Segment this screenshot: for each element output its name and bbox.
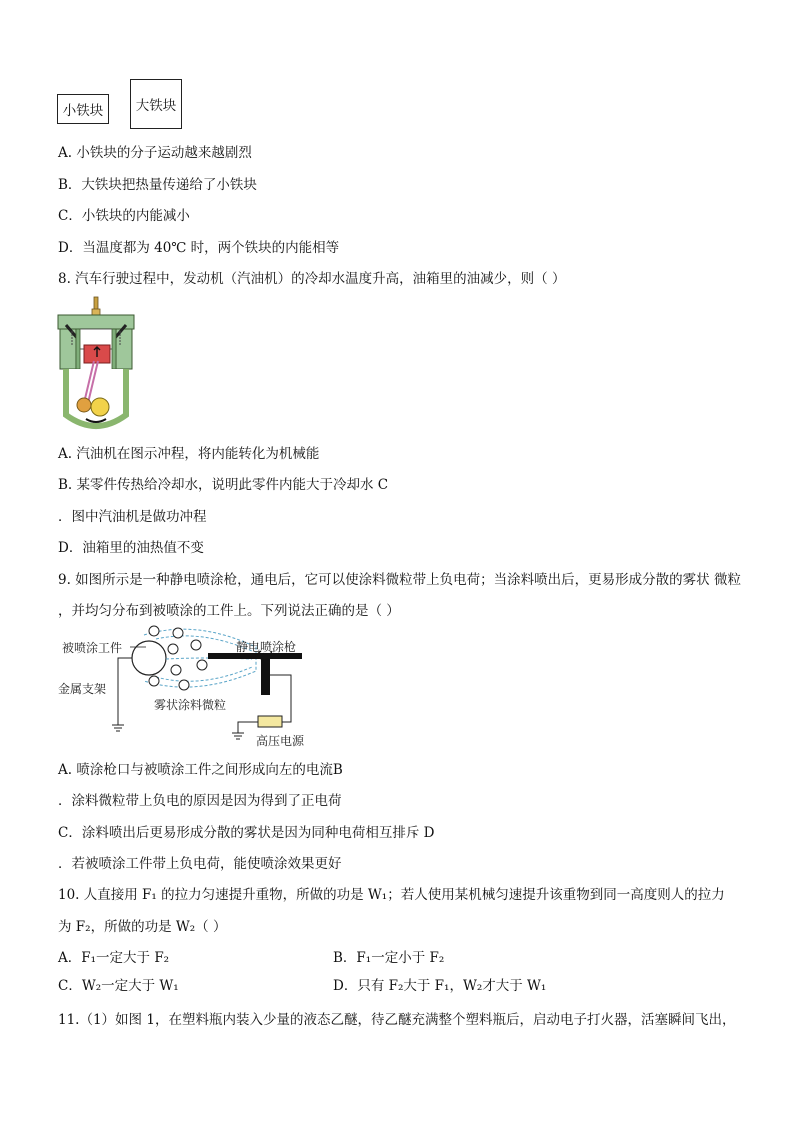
label-spray-gun: 静电喷涂枪 — [236, 640, 297, 654]
label-particles: 雾状涂料微粒 — [154, 698, 227, 712]
q7-option-b: B．大铁块把热量传递给了小铁块 — [58, 177, 257, 193]
q9-option-a: A. 喷涂枪口与被喷涂工件之间形成向左的电流B — [58, 762, 343, 778]
q10-option-d: D．只有 F₂大于 F₁，W₂才大于 W₁ — [333, 978, 547, 994]
label-power-supply: 高压电源 — [256, 734, 305, 748]
q7-option-d: D．当温度都为 40℃ 时，两个铁块的内能相等 — [58, 240, 340, 256]
q10-option-a: A．F₁一定大于 F₂ — [58, 950, 170, 966]
label-workpiece: 被喷涂工件 — [62, 641, 123, 655]
q9-stem-line1: 9. 如图所示是一种静电喷涂枪，通电后，它可以使涂料微粒带上负电荷；当涂料喷出后，更易形成分散的雾状 微粒 — [58, 572, 741, 588]
q8-option-d: D．油箱里的油热值不变 — [58, 540, 204, 556]
q8-option-a: A. 汽油机在图示冲程，将内能转化为机械能 — [58, 446, 320, 462]
q8-stem: 8. 汽车行驶过程中，发动机（汽油机）的冷却水温度升高，油箱里的油减少，则（ ） — [58, 271, 566, 287]
q10-option-b: B．F₁一定小于 F₂ — [333, 950, 445, 966]
q10-stem-line1: 10. 人直接用 F₁ 的拉力匀速提升重物，所做的功是 W₁；若人使用某机械匀速提升该重物到同一高度则人的拉力 — [58, 887, 725, 903]
q9-option-d: ．若被喷涂工件带上负电荷，能使喷涂效果更好 — [58, 856, 342, 872]
label-metal-bracket: 金属支架 — [58, 682, 107, 696]
q11-stem: 11.（1）如图 1，在塑料瓶内装入少量的液态乙醚，待乙醚充满整个塑料瓶后，启动电子打火器，活塞瞬间飞出， — [58, 1012, 736, 1028]
small-block-label: 小铁块 — [62, 103, 104, 119]
spray-gun-figure — [56, 625, 316, 750]
big-block-label: 大铁块 — [135, 98, 177, 114]
engine-figure — [56, 295, 136, 435]
big-block-box — [130, 79, 182, 129]
q9-option-b: ．涂料微粒带上负电的原因是因为得到了正电荷 — [58, 793, 342, 809]
q9-stem-line2: ，并均匀分布到被喷涂的工件上。下列说法正确的是（ ） — [58, 603, 400, 619]
q10-stem-line2: 为 F₂，所做的功是 W₂（ ） — [58, 919, 227, 935]
q8-option-c: ．图中汽油机是做功冲程 — [58, 509, 207, 525]
q9-option-c: C．涂料喷出后更易形成分散的雾状是因为同种电荷相互排斥 D — [58, 825, 435, 841]
q7-option-a: A. 小铁块的分子运动越来越剧烈 — [58, 145, 252, 161]
q7-option-c: C．小铁块的内能减小 — [58, 208, 190, 224]
q8-option-b: B. 某零件传热给冷却水，说明此零件内能大于冷却水 C — [58, 477, 389, 493]
small-block-box — [57, 94, 109, 124]
q10-option-c: C．W₂一定大于 W₁ — [58, 978, 179, 994]
